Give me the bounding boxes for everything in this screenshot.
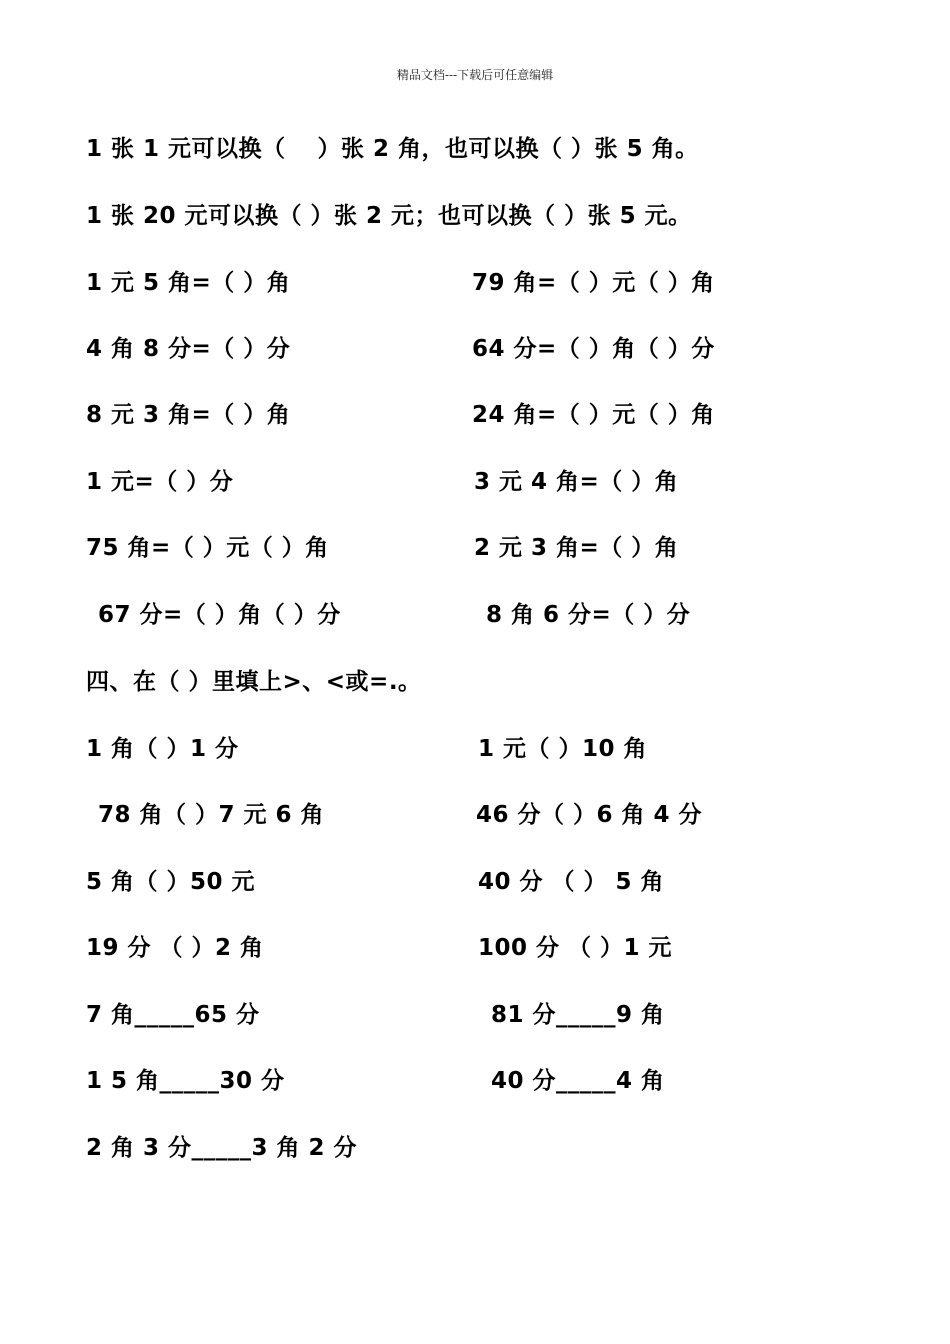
conversion-right-4: 3 元 4 角=（ ）角: [474, 469, 679, 495]
conversion-left-4: 1 元=（ ）分: [86, 469, 234, 495]
conversion-left-1: 1 元 5 角=（ ）角: [86, 270, 291, 296]
section-four-heading: 四、在（ ）里填上>、<或=.。: [86, 669, 422, 695]
compare-right-5: 81 分_____9 角: [491, 1002, 665, 1028]
compare-right-2: 46 分（ ）6 角 4 分: [476, 802, 703, 828]
conversion-left-6: 67 分=（ ）角（ ）分: [98, 602, 341, 628]
compare-left-5: 7 角_____65 分: [86, 1002, 260, 1028]
compare-right-4: 100 分 （ ）1 元: [478, 935, 673, 961]
conversion-left-5: 75 角=（ ）元（ ）角: [86, 535, 329, 561]
conversion-right-3: 24 角=（ ）元（ ）角: [472, 402, 715, 428]
compare-last: 2 角 3 分_____3 角 2 分: [86, 1135, 358, 1161]
compare-left-3: 5 角（ ）50 元: [86, 869, 256, 895]
page-header: 精品文档---下载后可任意编辑: [396, 68, 554, 82]
conversion-left-3: 8 元 3 角=（ ）角: [86, 402, 291, 428]
compare-left-2: 78 角（ ）7 元 6 角: [98, 802, 325, 828]
compare-left-1: 1 角（ ）1 分: [86, 736, 239, 762]
exchange-question-1: 1 张 1 元可以换（ ）张 2 角，也可以换（ ）张 5 角。: [86, 136, 699, 162]
compare-left-6: 1 5 角_____30 分: [86, 1068, 285, 1094]
compare-right-6: 40 分_____4 角: [491, 1068, 665, 1094]
compare-left-4: 19 分 （ ）2 角: [86, 935, 264, 961]
conversion-right-2: 64 分=（ ）角（ ）分: [472, 336, 715, 362]
conversion-left-2: 4 角 8 分=（ ）分: [86, 336, 291, 362]
conversion-right-1: 79 角=（ ）元（ ）角: [472, 270, 715, 296]
compare-right-3: 40 分 （ ） 5 角: [478, 869, 665, 895]
conversion-right-5: 2 元 3 角=（ ）角: [474, 535, 679, 561]
compare-right-1: 1 元（ ）10 角: [478, 736, 648, 762]
exchange-question-2: 1 张 20 元可以换（ ）张 2 元；也可以换（ ）张 5 元。: [86, 203, 692, 229]
conversion-right-6: 8 角 6 分=（ ）分: [486, 602, 691, 628]
